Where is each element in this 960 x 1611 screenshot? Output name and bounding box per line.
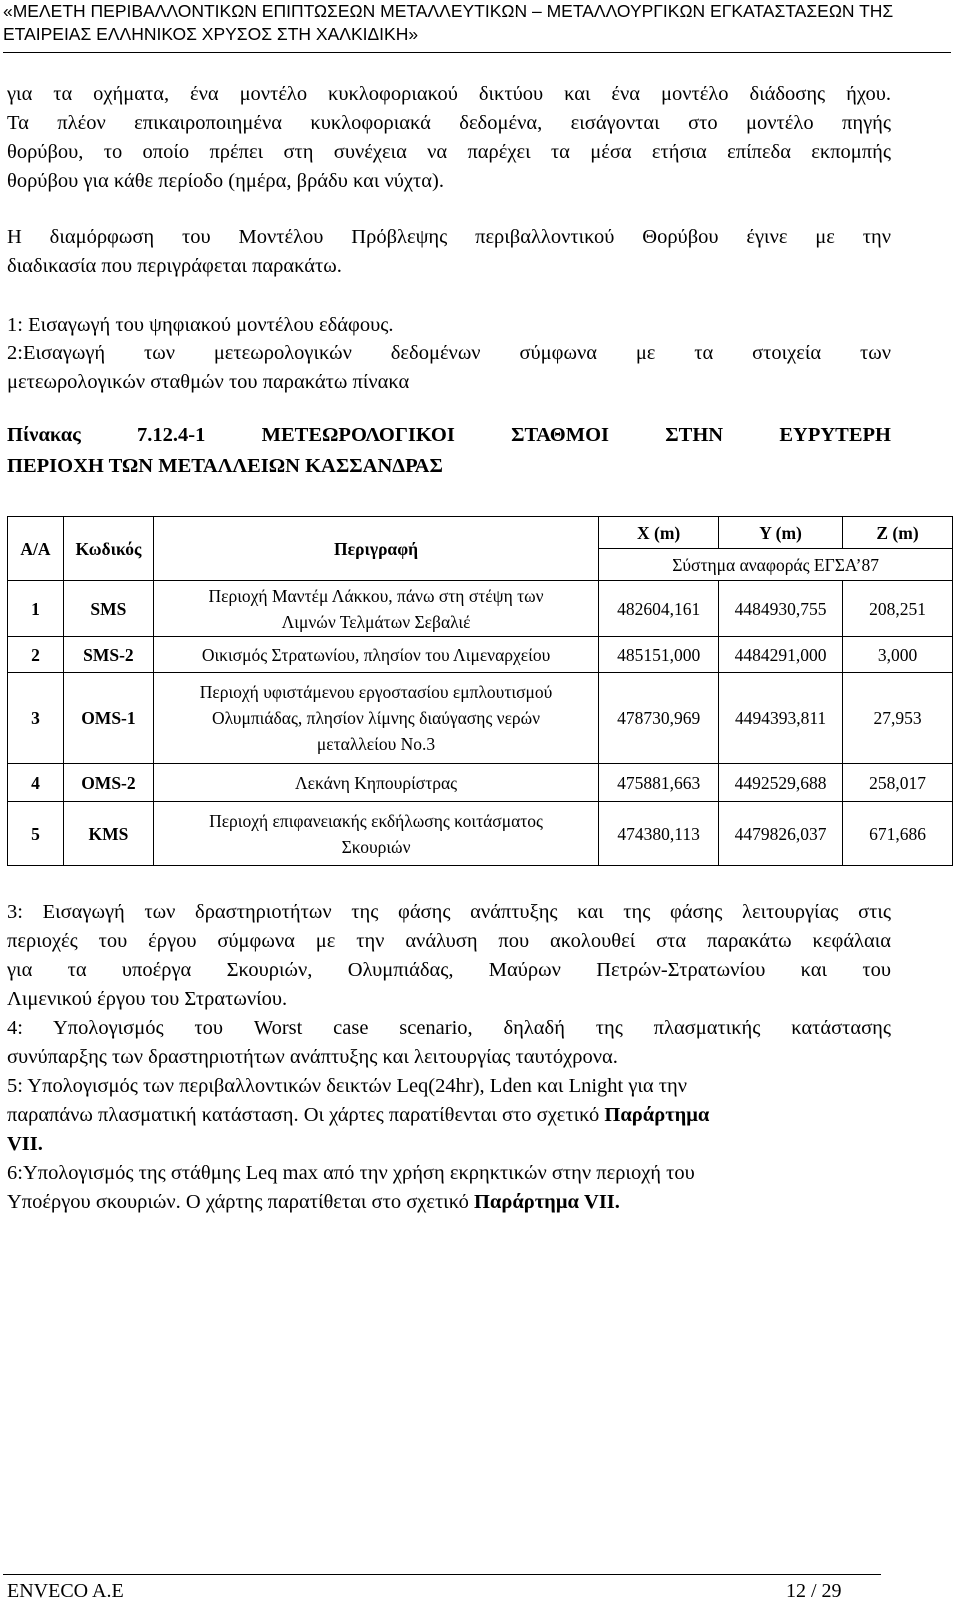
steps-3-to-6 [7,898,891,1217]
header-ref-system: Σύστημα αναφοράς ΕΓΣΑ’87 [599,549,953,581]
cell-desc [153,802,598,866]
desc-line: Περιοχή Μαντέμ Λάκκου, πάνω στη στέψη των [208,585,544,606]
cell-aa: 1 [8,581,64,637]
appendix-ref: Παράρτημα VII. [473,1191,620,1213]
table-caption [7,420,891,482]
cell-z: 671,686 [843,802,953,866]
step6-line-1: 6:Υπολογισμός της στάθμης Leq max από την χρήση εκρηκτικών στην περιοχή του [7,1162,695,1184]
cell-desc [153,673,598,764]
desc-line: Ολυμπιάδας, πλησίον λίμνης διαύγασης νερών [211,708,541,728]
desc-line: Οικισμός Στρατωνίου, πλησίον του Λιμεναρχείου [201,644,551,665]
table-row [8,637,953,673]
cell-aa: 3 [8,673,64,764]
cell-z: 208,251 [843,581,953,637]
cell-x: 474380,113 [599,802,719,866]
header-z: Z (m) [843,517,953,549]
cell-x: 475881,663 [599,764,719,802]
cell-code: KMS [63,802,153,866]
cell-code: SMS [63,581,153,637]
table-header-row [8,517,953,549]
header-x: X (m) [599,517,719,549]
header-aa: Α/Α [8,517,64,581]
table-row [8,802,953,866]
step-2 [7,339,891,397]
cell-y: 4492529,688 [719,764,843,802]
header-line-2: ΕΤΑΙΡΕΙΑΣ ΕΛΛΗΝΙΚΟΣ ΧΡΥΣΟΣ ΣΤΗ ΧΑΛΚΙΔΙΚΗ» [3,24,419,44]
cell-x: 482604,161 [599,581,719,637]
table-row [8,581,953,637]
step5-line-2 [7,1101,891,1130]
desc-line: Περιοχή επιφανειακής εκδήλωσης κοιτάσματος [209,810,543,831]
footer-rule [3,1574,881,1575]
cell-z: 27,953 [843,673,953,764]
cell-x: 485151,000 [599,637,719,673]
desc-line: μεταλλείου Νο.3 [316,734,436,754]
desc-line: Σκουριών [341,836,411,857]
cell-y: 4484930,755 [719,581,843,637]
desc-line: Λεκάνη Κηπουρίστρας [294,772,458,793]
step3-line: περιοχές του έργου σύμφωνα με την ανάλυση που ακολουθεί στα παρακάτω κεφάλαια [7,930,891,952]
desc-line: Περιοχή υφιστάμενου εργοστασίου εμπλουτισμού [199,682,553,702]
cell-code: OMS-2 [63,764,153,802]
para1-line: Τα πλέον επικαιροποιημένα κυκλοφοριακά δεδομένα, εισάγονται στο μοντέλο πηγής [7,112,891,134]
desc-line: Λιμνών Τελμάτων Σεβαλιέ [281,611,471,632]
cell-z: 3,000 [843,637,953,673]
header-y: Y (m) [719,517,843,549]
table-row [8,673,953,764]
cell-aa: 2 [8,637,64,673]
cell-aa: 4 [8,764,64,802]
step4-line: 4: Υπολογισμός του Worst case scenario, δηλαδή της πλασματικής κατάστασης [7,1017,891,1039]
step1-text: 1: Εισαγωγή του ψηφιακού μοντέλου εδάφους. [7,314,394,336]
step3-line: για τα υποέργα Σκουριών, Ολυμπιάδας, Μαύρων Πετρών-Στρατωνίου και του [7,959,891,981]
para2-line: διαδικασία που περιγράφεται παρακάτω. [7,255,342,277]
step5-line-1: 5: Υπολογισμός των περιβαλλοντικών δεικτών Leq(24hr), Lden και Lnight για την [7,1075,688,1097]
cell-desc [153,637,598,673]
step5-line-2-text: παραπάνω πλασματική κατάσταση. Οι χάρτες παρατίθενται στο σχετικό [7,1104,605,1126]
cell-y: 4479826,037 [719,802,843,866]
step3-line: Λιμενικού έργου του Στρατωνίου. [7,988,288,1010]
header-rule [3,52,951,53]
footer-company: ENVECO A.E [7,1580,124,1602]
stations-table [7,516,953,866]
step4-line: συνύπαρξης των δραστηριοτήτων ανάπτυξης και λειτουργίας ταυτόχρονα. [7,1046,618,1068]
step-1 [7,311,891,340]
cell-desc [153,581,598,637]
cell-x: 478730,969 [599,673,719,764]
para1-line: για τα οχήματα, ένα μοντέλο κυκλοφοριακού δικτύου και ένα μοντέλο διάδοσης ήχου. [7,83,891,105]
cell-aa: 5 [8,802,64,866]
header-code: Κωδικός [63,517,153,581]
paragraph-2 [7,223,891,281]
cell-z: 258,017 [843,764,953,802]
caption-line-2: ΠΕΡΙΟΧΗ ΤΩΝ ΜΕΤΑΛΛΕΙΩΝ ΚΑΣΣΑΝΔΡΑΣ [7,455,443,477]
step2-line: 2:Εισαγωγή των μετεωρολογικών δεδομένων σύμφωνα με τα στοιχεία των [7,342,891,364]
para2-line: Η διαμόρφωση του Μοντέλου Πρόβλεψης περιβαλλοντικού Θορύβου έγινε με την [7,226,891,248]
cell-code: SMS-2 [63,637,153,673]
appendix-ref: Παράρτημα [604,1104,710,1126]
para1-line: θορύβου για κάθε περίοδο (ημέρα, βράδυ και νύχτα). [7,170,444,192]
step6-line-2 [7,1188,891,1217]
step6-line-2-text: Υποέργου σκουριών. Ο χάρτης παρατίθεται στο σχετικό [7,1191,474,1213]
cell-code: OMS-1 [63,673,153,764]
paragraph-1 [7,80,891,196]
step2-line: μετεωρολογικών σταθμών του παρακάτω πίνακα [7,371,410,393]
footer-page-number: 12 / 29 [786,1580,842,1602]
running-header [3,0,953,46]
caption-line-1: Πίνακας 7.12.4-1 ΜΕΤΕΩΡΟΛΟΓΙΚΟΙ ΣΤΑΘΜΟΙ ΣΤΗΝ ΕΥΡΥΤΕΡΗ [7,424,891,446]
header-desc: Περιγραφή [153,517,598,581]
para1-line: θορύβου, το οποίο πρέπει στη συνέχεια να παρέχει τα μέσα ετήσια επίπεδα εκπομπής [7,141,891,163]
step3-line: 3: Εισαγωγή των δραστηριοτήτων της φάσης ανάπτυξης και της φάσης λειτουργίας στις [7,901,891,923]
step5-line-3: VII. [7,1133,43,1155]
cell-y: 4494393,811 [719,673,843,764]
table-row [8,764,953,802]
cell-desc [153,764,598,802]
cell-y: 4484291,000 [719,637,843,673]
header-line-1: «ΜΕΛΕΤΗ ΠΕΡΙΒΑΛΛΟΝΤΙΚΩΝ ΕΠΙΠΤΩΣΕΩΝ ΜΕΤΑΛΛΕΥΤΙΚΩΝ – ΜΕΤΑΛΛΟΥΡΓΙΚΩΝ ΕΓΚΑΤΑΣΤΑΣΕΩΝ ΤΗΣ [3,1,894,21]
